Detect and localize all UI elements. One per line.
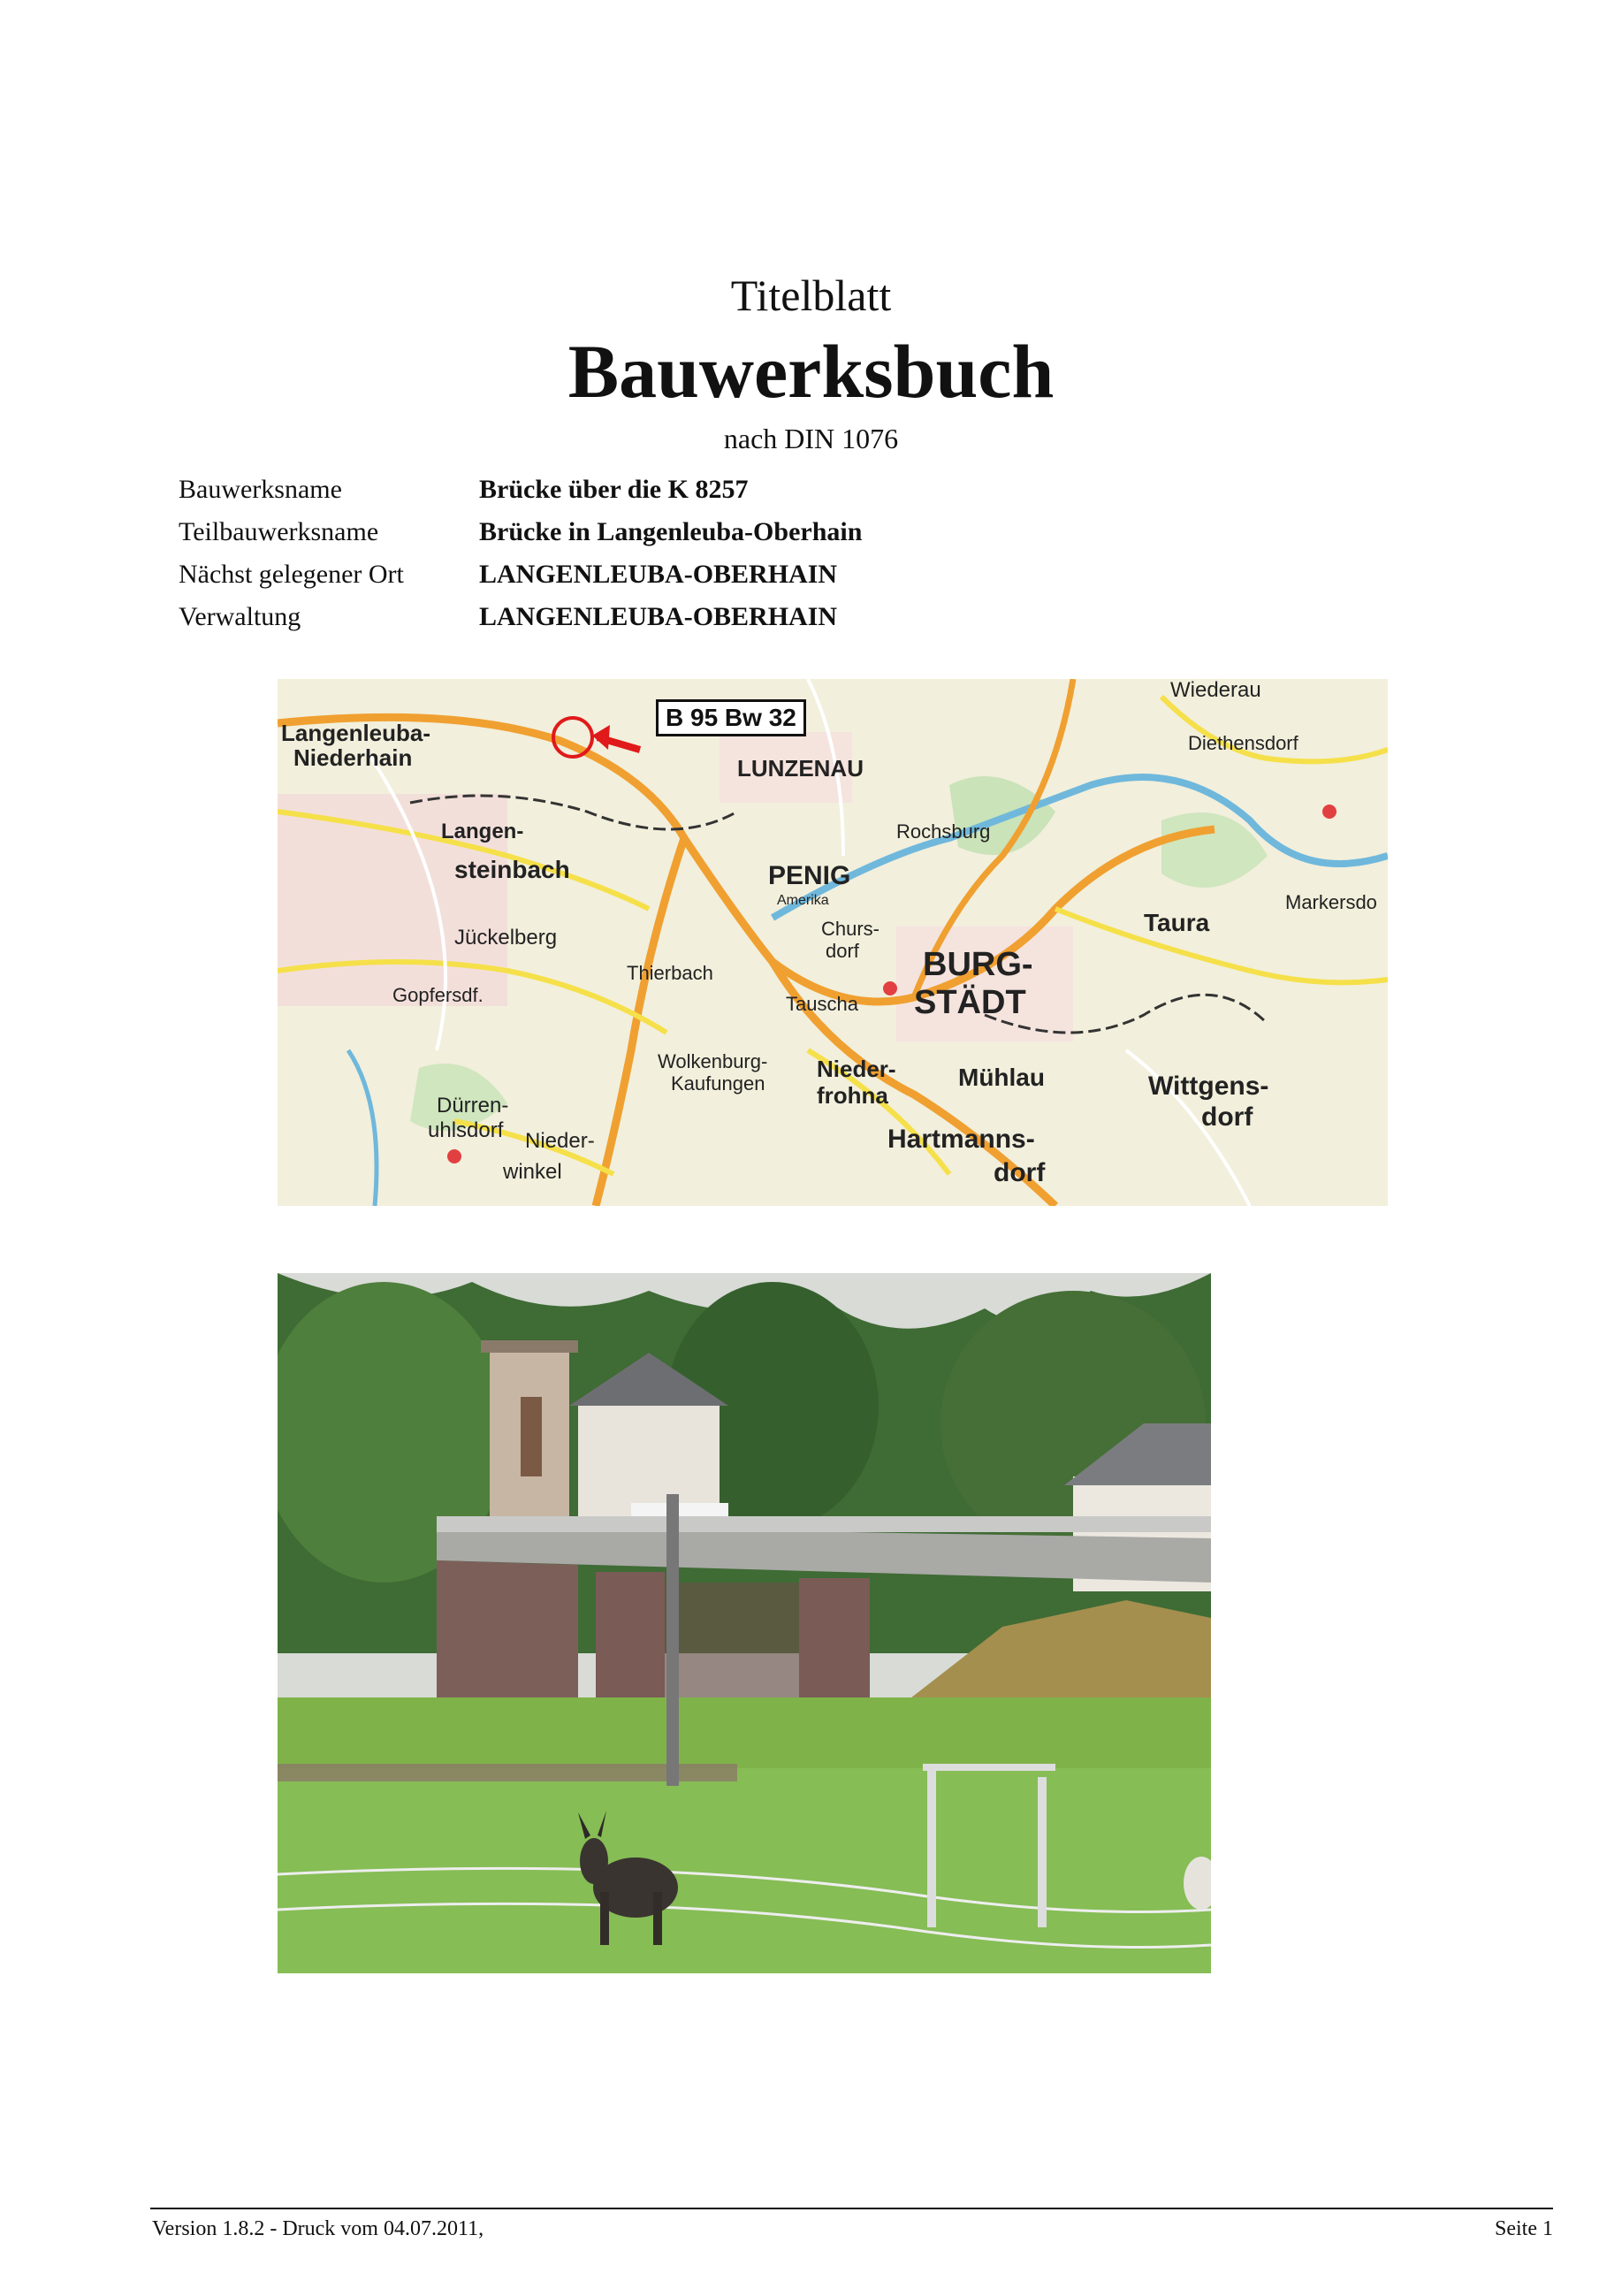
svg-text:Langenleuba-: Langenleuba-	[281, 720, 431, 746]
svg-text:Jückelberg: Jückelberg	[454, 926, 558, 950]
svg-text:Wolkenburg-: Wolkenburg-	[658, 1050, 768, 1072]
svg-text:STÄDT: STÄDT	[914, 984, 1026, 1021]
location-map	[278, 679, 1388, 1206]
svg-text:Tauscha: Tauscha	[786, 993, 858, 1015]
svg-text:BURG-: BURG-	[923, 946, 1033, 983]
svg-text:Nieder-: Nieder-	[525, 1129, 595, 1153]
svg-text:Diethensdorf: Diethensdorf	[1188, 732, 1298, 754]
svg-text:Taura: Taura	[1144, 909, 1210, 936]
svg-text:uhlsdorf: uhlsdorf	[428, 1118, 504, 1142]
svg-text:Wittgens-: Wittgens-	[1148, 1072, 1269, 1101]
svg-text:frohna: frohna	[817, 1082, 888, 1109]
svg-text:Gopfersdf.: Gopfersdf.	[392, 984, 484, 1006]
info-label: Verwaltung	[179, 602, 301, 631]
svg-text:Thierbach: Thierbach	[627, 962, 713, 984]
svg-text:steinbach: steinbach	[454, 856, 570, 883]
info-value: LANGENLEUBA-OBERHAIN	[479, 560, 838, 589]
svg-text:Langen-: Langen-	[441, 820, 524, 843]
info-value: Brücke in Langenleuba-Oberhain	[479, 517, 863, 546]
svg-text:dorf: dorf	[1201, 1102, 1253, 1132]
svg-text:LUNZENAU: LUNZENAU	[737, 755, 864, 782]
svg-text:Niederhain: Niederhain	[293, 744, 413, 771]
svg-text:Hartmanns-: Hartmanns-	[887, 1125, 1035, 1154]
photo-graphic	[278, 1273, 1211, 1973]
info-label: Teilbauwerksname	[179, 517, 379, 546]
svg-text:Dürren-: Dürren-	[437, 1094, 509, 1117]
page-title: Bauwerksbuch	[567, 329, 1055, 414]
svg-text:dorf: dorf	[826, 940, 859, 962]
svg-text:Nieder-: Nieder-	[817, 1056, 896, 1082]
svg-text:Mühlau: Mühlau	[958, 1064, 1045, 1091]
svg-text:Rochsburg: Rochsburg	[896, 820, 991, 843]
map-marker-label: B 95 Bw 32	[656, 699, 806, 736]
svg-text:winkel: winkel	[503, 1160, 562, 1184]
info-label: Nächst gelegener Ort	[179, 560, 404, 589]
footer-version: Version 1.8.2 - Druck vom 04.07.2011,	[152, 2217, 484, 2240]
svg-text:Wiederau: Wiederau	[1170, 679, 1261, 702]
footer-page-number: Seite 1	[1495, 2217, 1553, 2240]
footer-divider	[150, 2208, 1553, 2209]
subtitle: Titelblatt	[730, 271, 892, 320]
info-value: Brücke über die K 8257	[479, 475, 749, 504]
svg-text:dorf: dorf	[994, 1158, 1046, 1187]
svg-text:PENIG: PENIG	[768, 861, 851, 890]
info-label: Bauwerksname	[179, 475, 342, 504]
svg-text:Kaufungen: Kaufungen	[671, 1072, 765, 1095]
svg-text:Churs-: Churs-	[821, 918, 880, 940]
bridge-photo	[278, 1273, 1211, 1973]
svg-text:Amerika: Amerika	[777, 893, 829, 908]
svg-text:Markersdo: Markersdo	[1285, 891, 1377, 913]
norm-reference: nach DIN 1076	[723, 423, 899, 454]
map-graphic	[278, 679, 1388, 1206]
info-value: LANGENLEUBA-OBERHAIN	[479, 602, 838, 631]
